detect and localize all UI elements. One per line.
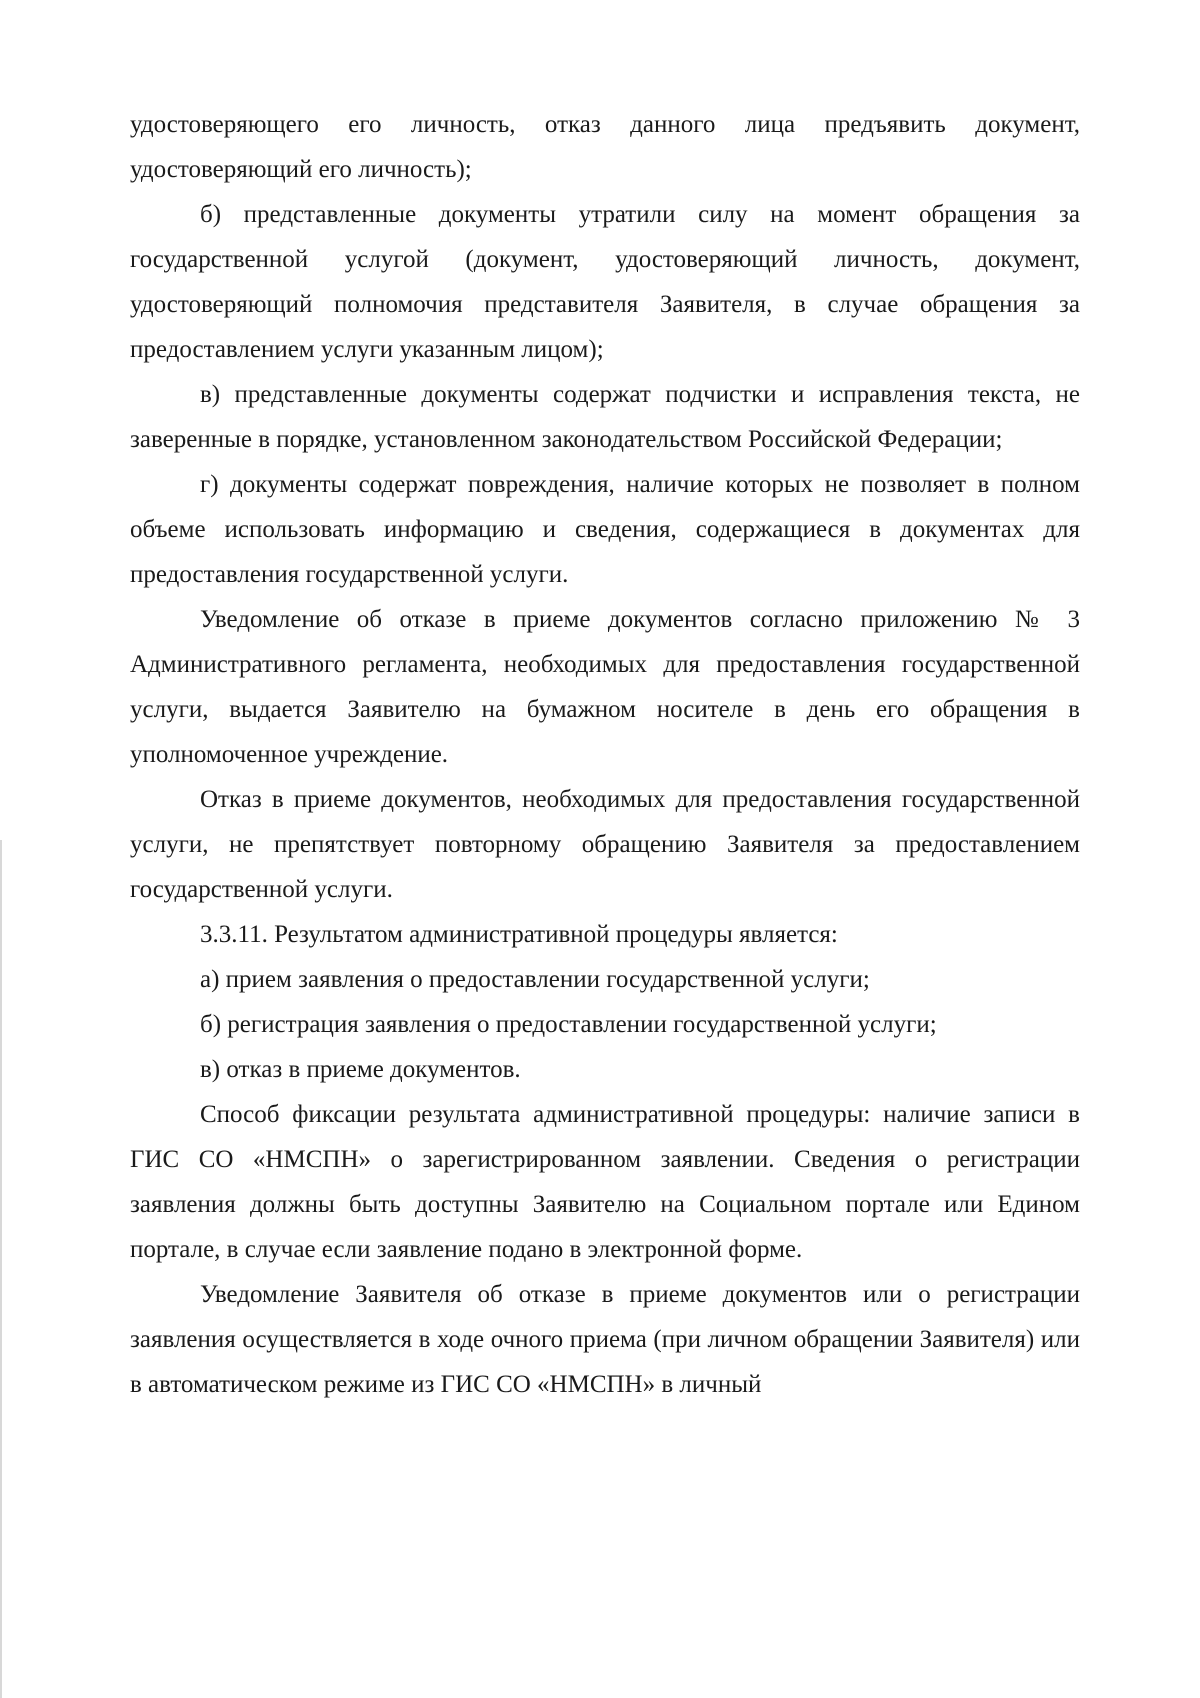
paragraph-fixation-method: Способ фиксации результата административной процедуры: наличие записи в ГИС СО «НМСПН» о зарегистрированном заявлении. Сведения о регистрации заявления должны быть доступны Заявителю на Социальном портале или Едином портале, в случае если заявление подано в электронной форме. (130, 1101, 1080, 1263)
paragraph-item-v-corrections: в) представленные документы содержат подчистки и исправления текста, не заверенные в порядке, установленном законодательством Российской Федерации; (130, 381, 1080, 453)
scan-edge-line (0, 840, 2, 1698)
paragraph-section-3-3-11: 3.3.11. Результатом административной процедуры является: (200, 921, 838, 948)
paragraph-result-a: а) прием заявления о предоставлении государственной услуги; (200, 966, 870, 993)
paragraph-refusal-notice: Уведомление об отказе в приеме документов согласно приложению № 3 Административного регламента, необходимых для предоставления государственной услуги, выдается Заявителю на бумажном носителе в день его обращения в уполномоченное учреждение. (130, 606, 1080, 768)
document-body (130, 102, 1080, 1407)
paragraph-refusal-no-obstacle: Отказ в приеме документов, необходимых для предоставления государственной услуги, не препятствует повторному обращению Заявителя за предоставлением государственной услуги. (130, 786, 1080, 903)
paragraph-result-v: в) отказ в приеме документов. (200, 1056, 521, 1083)
paragraph-applicant-notification: Уведомление Заявителя об отказе в приеме документов или о регистрации заявления осуществляется в ходе очного приема (при личном обращении Заявителя) или в автоматическом режиме из ГИС СО «НМСПН» в личный (130, 1281, 1080, 1398)
paragraph-item-b-expired: б) представленные документы утратили силу на момент обращения за государственной услугой (документ, удостоверяющий личность, документ, удостоверяющий полномочия представителя Заявителя, в случае обращения за предоставлением услуги указанным лицом); (130, 201, 1080, 363)
paragraph-item-g-damage: г) документы содержат повреждения, наличие которых не позволяет в полном объеме использовать информацию и сведения, содержащиеся в документах для предоставления государственной услуги. (130, 471, 1080, 588)
paragraph-result-b: б) регистрация заявления о предоставлении государственной услуги; (200, 1011, 937, 1038)
paragraph-identity-refusal: удостоверяющего его личность, отказ данного лица предъявить документ, удостоверяющий его личность); (130, 111, 1080, 183)
